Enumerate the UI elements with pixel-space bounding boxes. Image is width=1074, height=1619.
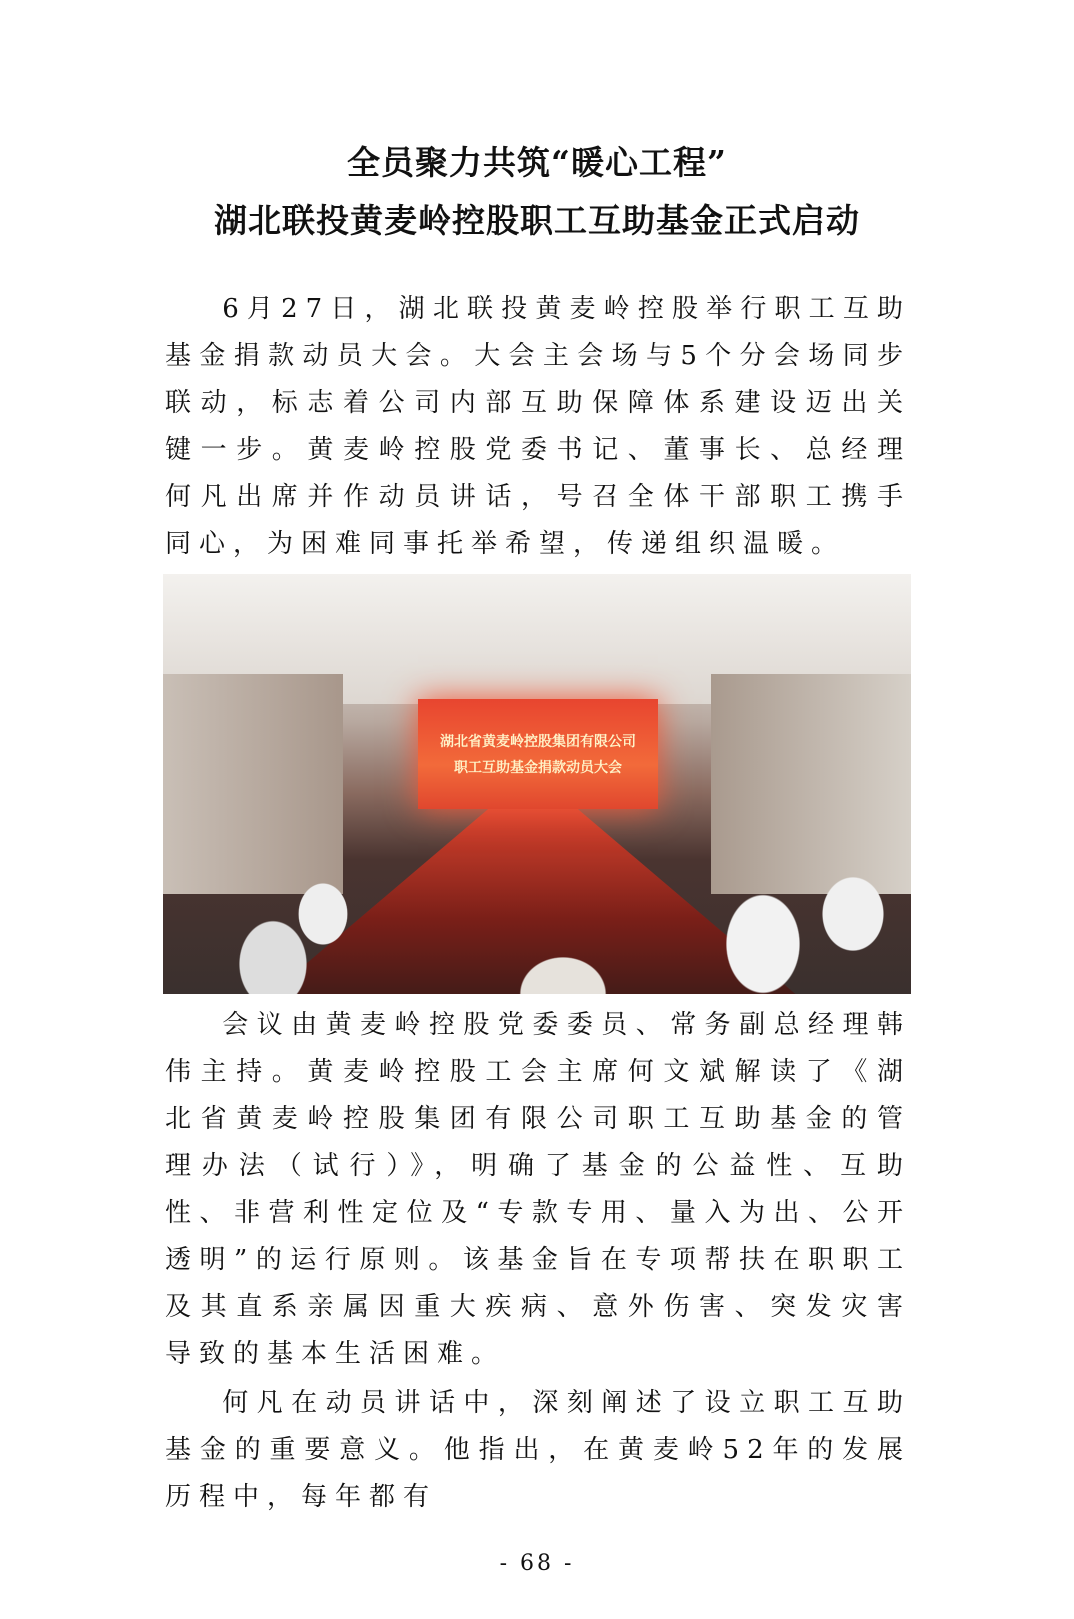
paragraph-2: 会议由黄麦岭控股党委委员、常务副总经理韩伟主持。黄麦岭控股工会主席何文斌解读了《湖北省黄麦岭控股集团有限公司职工互助基金的管理办法（试行）》，明确了基金的公益性、互助性、非营利性定位及“专款专用、量入为出、公开透明”的运行原则。该基金旨在专项帮扶在职职工及其直系亲属因重大疾病、意外伤害、突发灾害导致的基本生活困难。 [165,1010,911,1369]
photo-led-screen [418,699,658,809]
title-line-1: 全员聚力共筑“暖心工程” [347,143,727,182]
title-line-2: 湖北联投黄麦岭控股职工互助基金正式启动 [214,201,860,240]
paragraph-1: 6月27日，湖北联投黄麦岭控股举行职工互助基金捐款动员大会。大会主会场与5个分会场同步联动，标志着公司内部互助保障体系建设迈出关键一步。黄麦岭控股党委书记、董事长、总经理何凡出席并作动员讲话，号召全体干部职工携手同心，为困难同事托举希望，传递组织温暖。 [165,294,911,559]
meeting-photo [163,574,911,994]
screen-text-1: 湖北省黄麦岭控股集团有限公司 [440,734,636,750]
photo-attendees [163,794,911,994]
screen-text-2: 职工互助基金捐款动员大会 [454,760,622,776]
body-column [165,286,911,1521]
paragraph-3: 何凡在动员讲话中，深刻阐述了设立职工互助基金的重要意义。他指出，在黄麦岭52年的发展历程中，每年都有 [165,1388,911,1512]
page-number: - 68 - [499,1551,575,1576]
